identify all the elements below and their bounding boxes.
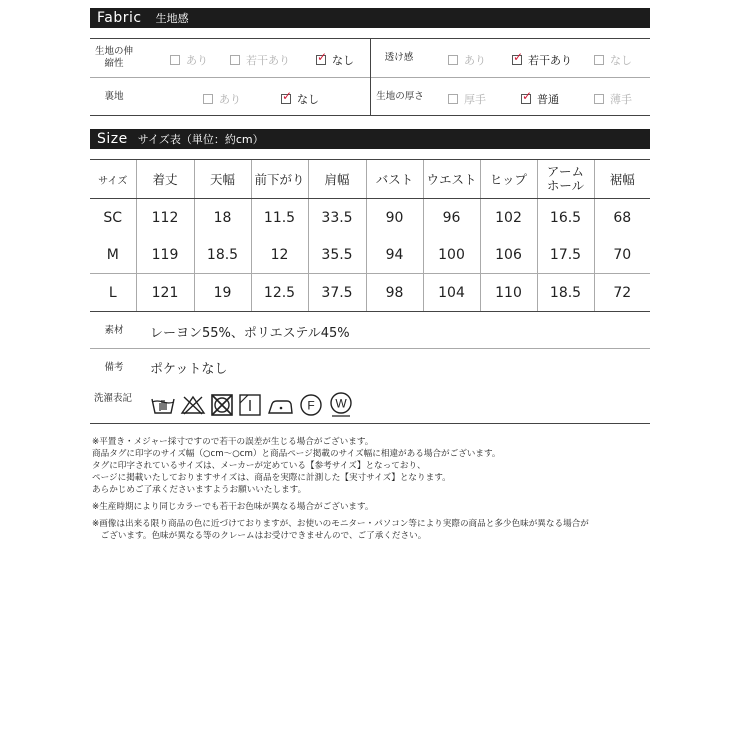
row-size: SC [103,209,123,226]
table-cell: 12 [251,236,308,274]
table-cell: 12.5 [251,274,308,312]
header-length: 着丈 [136,160,194,199]
header-hip: ヒップ [480,160,537,199]
lining-label: 裏地 [104,91,124,102]
dry-clean-f-icon [298,392,324,418]
stretch-option-yes: あり [170,52,208,68]
note-line: 商品タグに印字のサイズ幅（○cm〜○cm）と商品ページ掲載のサイズ幅に相違がある場合がございます。 [92,449,501,459]
hand-wash-icon [150,393,176,417]
table-cell: 121 [136,274,194,312]
note-line: ※平置き・メジャー採寸ですので若干の誤差が生じる場合がございます。 [92,437,374,447]
note-line: ございます。色味が異なる等のクレームはお受けできませんので、ご了承ください。 [92,531,427,541]
table-cell: 19 [194,274,251,312]
sheer-option-none: なし [594,52,632,68]
table-cell: 110 [480,274,537,312]
row-size: L [90,274,136,312]
table-cell: 104 [423,274,480,312]
table-cell: 102 [480,199,537,237]
table-cell: 18.5 [537,274,594,312]
table-cell: 72 [594,274,650,312]
table-row [90,236,650,274]
table-cell: 68 [594,199,650,237]
row-size: M [90,236,136,274]
table-cell: 94 [366,236,423,274]
fabric-title: Fabric [97,10,142,26]
lining-option-yes: あり [203,91,241,107]
header-size: サイズ [90,160,136,199]
material-label: 素材 [104,325,124,336]
header-hem-width: 裾幅 [594,160,650,199]
size-table [90,159,650,312]
header-shoulder: 肩幅 [308,160,366,199]
fabric-subtitle: 生地感 [155,12,189,25]
care-icons [150,392,354,418]
notes [92,436,652,542]
svg-text:F: F [307,398,315,413]
remarks-value: ポケットなし [150,362,228,377]
table-cell: 35.5 [308,236,366,274]
thickness-option-normal: ✓ 普通 [521,91,559,107]
header-front-drop: 前下がり [251,160,308,199]
stretch-option-some: 若干あり [230,52,290,68]
note-line: タグに印字されているサイズは、メーカーが定めている【参考サイズ】となっており、 [92,461,426,471]
no-bleach-icon [180,393,206,417]
stretch-option-none: ✓ なし [316,52,354,68]
header-waist: ウエスト [423,160,480,199]
table-cell: 16.5 [537,199,594,237]
thickness-option-thin: 薄手 [594,91,632,107]
thickness-option-thick: 厚手 [448,91,486,107]
note-line: ページに掲載いたしておりますサイズは、商品を実際に計測した【実寸サイズ】となります。 [92,473,451,483]
fabric-header [90,8,650,28]
header-neck-width: 天幅 [194,160,251,199]
header-armhole: アーム ホール [537,160,594,199]
sheer-option-yes: あり [448,52,486,68]
note-line: ※生産時期により同じカラーでも若干お色味が異なる場合がございます。 [92,502,374,512]
table-cell: 119 [136,236,194,274]
lining-option-none: ✓ なし [281,91,319,107]
sheer-option-some: ✓ 若干あり [512,52,572,68]
size-header [90,129,650,149]
header-bust: バスト [366,160,423,199]
sheer-label: 透け感 [384,52,414,63]
no-tumble-dry-icon [210,393,234,417]
remarks-row [90,348,650,384]
iron-low-icon [266,393,294,417]
table-cell: 70 [594,236,650,274]
table-cell: 100 [423,236,480,274]
wet-clean-w-icon [328,391,354,419]
table-row [90,199,650,237]
table-cell: 11.5 [251,199,308,237]
remarks-label: 備考 [104,362,124,373]
fabric-table [90,38,650,116]
table-cell: 90 [366,199,423,237]
size-title: Size [97,131,128,147]
size-subtitle: サイズ表（単位：約cm） [137,133,264,146]
table-cell: 112 [136,199,194,237]
care-label: 洗濯表記 [93,393,132,404]
svg-text:W: W [335,396,347,411]
table-cell: 33.5 [308,199,366,237]
table-cell: 96 [423,199,480,237]
note-line: あらかじめご了承くださいますようお願いいたします。 [92,485,307,495]
stretch-label: 生地の伸縮性 [94,46,133,69]
table-cell: 18.5 [194,236,251,274]
line-dry-shade-icon [238,393,262,417]
table-cell: 37.5 [308,274,366,312]
material-value: レーヨン55%、ポリエステル45% [150,326,350,341]
table-row [90,274,650,312]
size-table-header [90,160,650,199]
table-cell: 17.5 [537,236,594,274]
note-line: ※画像は出来る限り商品の色に近づけておりますが、お使いのモニター・パソコン等により実際の商品と多少色味が異なる場合が [92,519,589,529]
table-cell: 106 [480,236,537,274]
table-cell: 18 [194,199,251,237]
thickness-label: 生地の厚さ [376,91,424,102]
material-row [90,311,650,349]
table-cell: 98 [366,274,423,312]
